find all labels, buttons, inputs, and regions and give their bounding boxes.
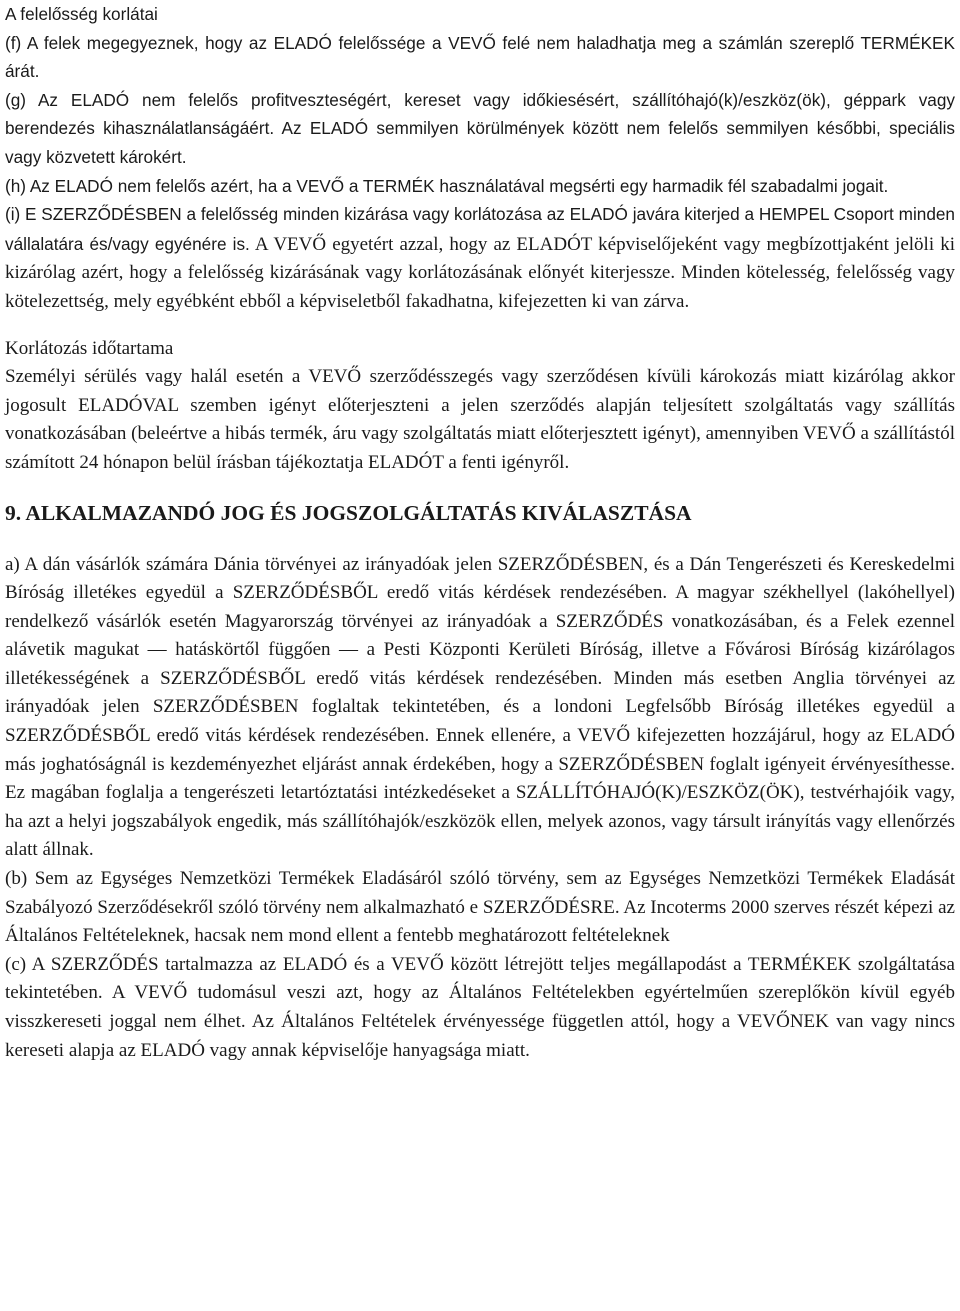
document-page [5, 0, 955, 1065]
clause-i-part1: (i) E SZERZŐDÉSBEN a felelősség minden kizárása vagy korlátozása az ELADÓ javára kiterjed a HEMPEL Csoport minden vállalatára és/vagy egyénére is. [5, 204, 955, 254]
clause-i [5, 200, 955, 316]
limitation-body: Személyi sérülés vagy halál esetén a VEVŐ szerződésszegés vagy szerződésen kívüli károkozás miatt kizárólag akkor jogosult ELADÓVAL szemben igényt előterjeszteni a jelen szerződés alapján teljesített szolgáltatás vagy szállítás vonatkozásában (beleértve a hibás termék, áru vagy szolgáltatás miatt előterjesztett igényt), amennyiben VEVŐ a szállítástól számított 24 hónapon belül írásban tájékoztatja ELADÓT a fenti igényről. [5, 366, 955, 473]
limitation-title: Korlátozás időtartama [5, 337, 174, 359]
clause-i-part2: A VEVŐ egyetért azzal, hogy az ELADÓT képviselőjeként vagy megbízottjaként jelöli ki kizárólag azért, hogy a felelősség kizárásának vagy korlátozásának előnyét kiterjessze. Minden kötelesség, felelősség vagy kötelezettség, mely egyébként ebből a képviseletből fakadhatna, kifejezetten ki van zárva. [5, 233, 955, 312]
liability-title: A felelősség korlátai [5, 4, 158, 24]
clause-9b: (b) Sem az Egységes Nemzetközi Termékek Eladásáról szóló törvény, sem az Egységes Nemzetközi Termékek Eladását Szabályozó Szerződésekről szóló törvény nem alkalmazható e SZERZŐDÉSRE. Az Incoterms 2000 szerves részét képezi az Általános Feltételeknek, hacsak nem mond ellent a fentebb meghatározott feltételeknek [5, 868, 955, 947]
clause-9c: (c) A SZERZŐDÉS tartalmazza az ELADÓ és a VEVŐ között létrejött teljes megállapodást a TERMÉKEK szolgáltatása tekintetében. A VEVŐ tudomásul veszi azt, hogy az Általános Feltételekben egyértelműen szereplőkön kívül egyéb visszkereseti joggal nem élhet. Az Általános Feltételek érvényessége független attól, hogy a VEVŐNEK van vagy nincs kereseti alapja az ELADÓ vagy annak képviselője hanyagsága miatt. [5, 953, 955, 1061]
clause-9a: a) A dán vásárlók számára Dánia törvényei az irányadóak jelen SZERZŐDÉSBEN, és a Dán Tengerészeti és Kereskedelmi Bíróság illetékes egyedül a SZERZŐDÉSBŐL eredő vitás kérdések rendezésében. A magyar székhellyel (lakóhellyel) rendelkező vásárlók esetén Magyarország törvényei az irányadóak a SZERZŐDÉS vonatkozásában, és a Felek ezennel alávetik magukat — hatáskörtől függően — a Pesti Központi Kerületi Bíróság, illetve a Fővárosi Bíróság kizárólagos illetékességének a SZERZŐDÉSBŐL eredő vitás kérdések rendezésében. Minden más esetben Anglia törvényei az irányadóak jelen SZERZŐDÉSBEN foglaltak tekintetében, és a londoni Legfelsőbb Bíróság illetékes egyedül a SZERZŐDÉSBŐL eredő vitás kérdések rendezésében. Ennek ellenére, a VEVŐ kifejezetten hozzájárul, hogy az ELADÓ más joghatóságnál is kezdeményezhet eljárást annak érdekében, hogy a SZERZŐDÉSBEN foglalt igényeit érvényesíthesse. Ez magában foglalja a tengerészeti letartóztatási intézkedéseket a SZÁLLÍTÓHAJÓ(K)/ESZKÖZ(ÖK), testvérhajóik vagy, ha azt a helyi jogszabályok engedik, más szállítóhajók/eszközök ellen, melyek azonos, vagy társult irányítás vagy ellenőrzés alatt állnak. [5, 553, 955, 861]
clause-f: (f) A felek megegyeznek, hogy az ELADÓ felelőssége a VEVŐ felé nem haladhatja meg a számlán szereplő TERMÉKEK árát. [5, 32, 955, 82]
section-9-heading: 9. ALKALMAZANDÓ JOG ÉS JOGSZOLGÁLTATÁS KIVÁLASZTÁSA [5, 500, 692, 525]
clause-h: (h) Az ELADÓ nem felelős azért, ha a VEVŐ a TERMÉK használatával megsérti egy harmadik fél szabadalmi jogait. [5, 175, 889, 196]
clause-g: (g) Az ELADÓ nem felelős profitveszteségért, kereset vagy időkiesésért, szállítóhajó(k)/eszköz(ök), géppark vagy berendezés kihasználatlanságáért. Az ELADÓ semmilyen körülmények között nem felelős semmilyen későbbi, speciális vagy közvetett károkért. [5, 89, 955, 167]
